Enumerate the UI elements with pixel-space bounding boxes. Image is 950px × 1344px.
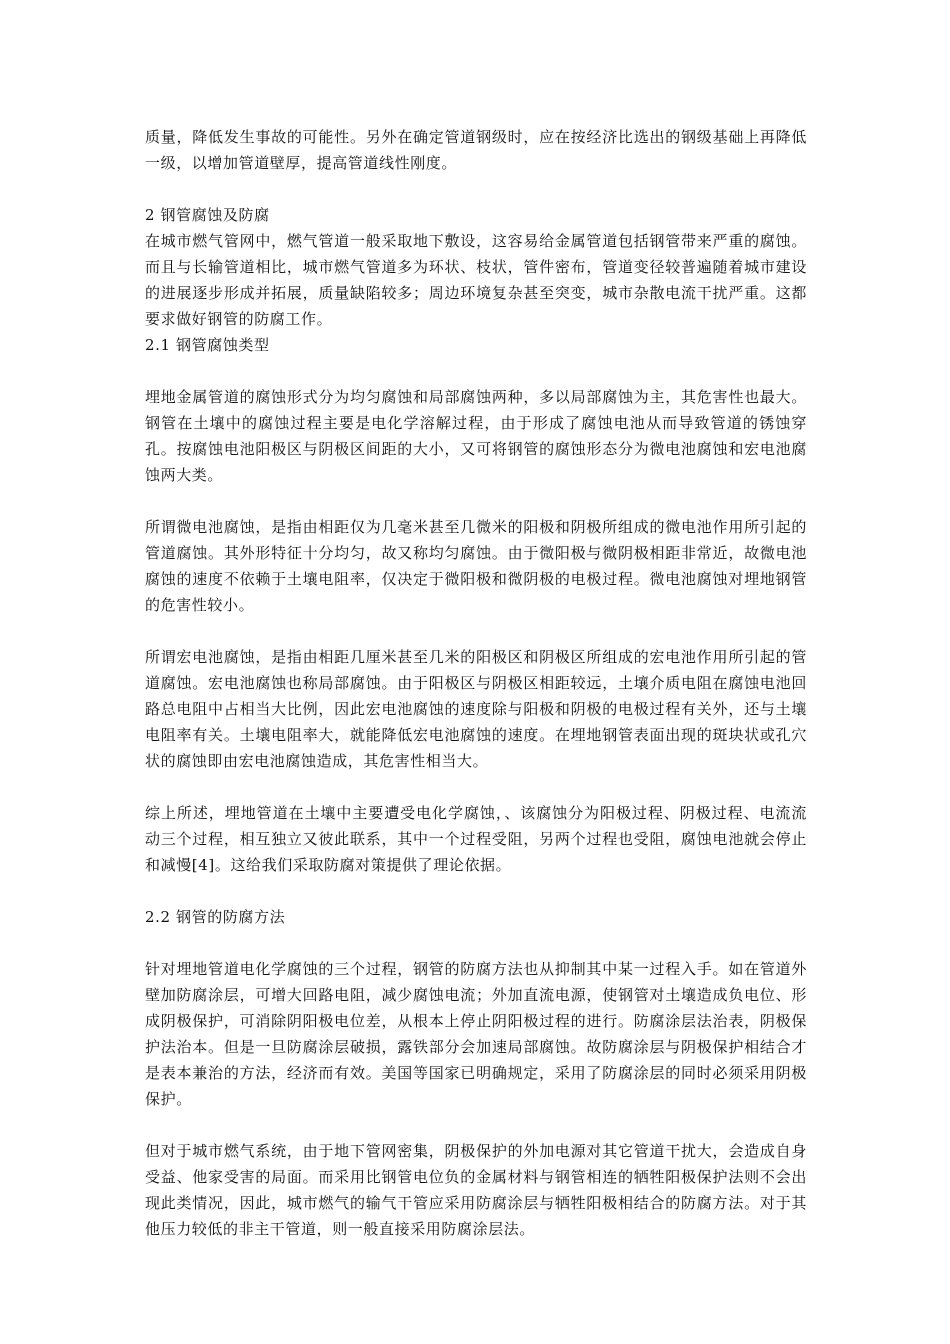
paragraph: 埋地金属管道的腐蚀形式分为均匀腐蚀和局部腐蚀两种，多以局部腐蚀为主，其危害性也最大。钢管在土壤中的腐蚀过程主要是电化学溶解过程，由于形成了腐蚀电池从而导致管道的锈蚀穿孔。按腐蚀电池阳极区与阴极区间距的大小，又可将钢管的腐蚀形态分为微电池腐蚀和宏电池腐蚀两大类。: [145, 388, 807, 484]
paragraph-spacer: [145, 488, 807, 514]
section-heading: 2 钢管腐蚀及防腐: [145, 206, 270, 224]
paragraph-spacer: [145, 618, 807, 644]
paragraph: 但对于城市燃气系统，由于地下管网密集，阴极保护的外加电源对其它管道干扰大，会造成自身受益、他家受害的局面。而采用比钢管电位负的金属材料与钢管相连的牺牲阳极保护法则不会出现此类情况，因此，城市燃气的输气干管应采用防腐涂层与牺牲阳极相结合的防腐方法。对于其他压力较低的非主干管道，则一般直接采用防腐涂层法。: [145, 1142, 807, 1238]
paragraph-spacer: [145, 930, 807, 956]
paragraph: 针对埋地管道电化学腐蚀的三个过程，钢管的防腐方法也从抑制其中某一过程入手。如在管道外壁加防腐涂层，可增大回路电阻，减少腐蚀电流；外加直流电源，使钢管对土壤造成负电位、形成阴极保护，可消除阴阳极电位差，从根本上停止阴阳极过程的进行。防腐涂层法治表，阴极保护法治本。但是一旦防腐涂层破损，露铁部分会加速局部腐蚀。故防腐涂层与阴极保护相结合才是表本兼治的方法，经济而有效。美国等国家已明确规定，采用了防腐涂层的同时必须采用阴极保护。: [145, 960, 807, 1108]
document-page: [145, 124, 807, 1242]
paragraph: 综上所述，埋地管道在土壤中主要遭受电化学腐蚀，、该腐蚀分为阳极过程、阴极过程、电流流动三个过程，相互独立又彼此联系，其中一个过程受阻，另两个过程也受阻，腐蚀电池就会停止和减慢[4]。这给我们采取防腐对策提供了理论依据。: [145, 804, 807, 874]
paragraph-spacer: [145, 358, 807, 384]
paragraph-spacer: [145, 878, 807, 904]
paragraph-spacer: [145, 774, 807, 800]
subsection-heading: 2.1 钢管腐蚀类型: [145, 336, 270, 354]
paragraph-spacer: [145, 1112, 807, 1138]
paragraph: 所谓宏电池腐蚀，是指由相距几厘米甚至几米的阳极区和阴极区所组成的宏电池作用所引起的管道腐蚀。宏电池腐蚀也称局部腐蚀。由于阳极区与阴极区相距较远，土壤介质电阻在腐蚀电池回路总电阻中占相当大比例，因此宏电池腐蚀的速度除与阳极和阴极的电极过程有关外，还与土壤电阻率有关。土壤电阻率大，就能降低宏电池腐蚀的速度。在埋地钢管表面出现的斑块状或孔穴状的腐蚀即由宏电池腐蚀造成，其危害性相当大。: [145, 648, 807, 770]
paragraph: 所谓微电池腐蚀，是指由相距仅为几毫米甚至几微米的阳极和阴极所组成的微电池作用所引起的管道腐蚀。其外形特征十分均匀，故又称均匀腐蚀。由于微阳极与微阴极相距非常近，故微电池腐蚀的速度不依赖于土壤电阻率，仅决定于微阳极和微阴极的电极过程。微电池腐蚀对埋地钢管的危害性较小。: [145, 518, 807, 614]
paragraph-spacer: [145, 176, 807, 202]
paragraph: 在城市燃气管网中，燃气管道一般采取地下敷设，这容易给金属管道包括钢管带来严重的腐蚀。而且与长输管道相比，城市燃气管道多为环状、枝状，管件密布，管道变径较普遍随着城市建设的进展逐步形成并拓展，质量缺陷较多；周边环境复杂甚至突变，城市杂散电流干扰严重。这都要求做好钢管的防腐工作。: [145, 232, 807, 328]
paragraph: 质量，降低发生事故的可能性。另外在确定管道钢级时，应在按经济比选出的钢级基础上再降低一级，以增加管道壁厚，提高管道线性刚度。: [145, 128, 807, 172]
subsection-heading: 2.2 钢管的防腐方法: [145, 908, 286, 926]
